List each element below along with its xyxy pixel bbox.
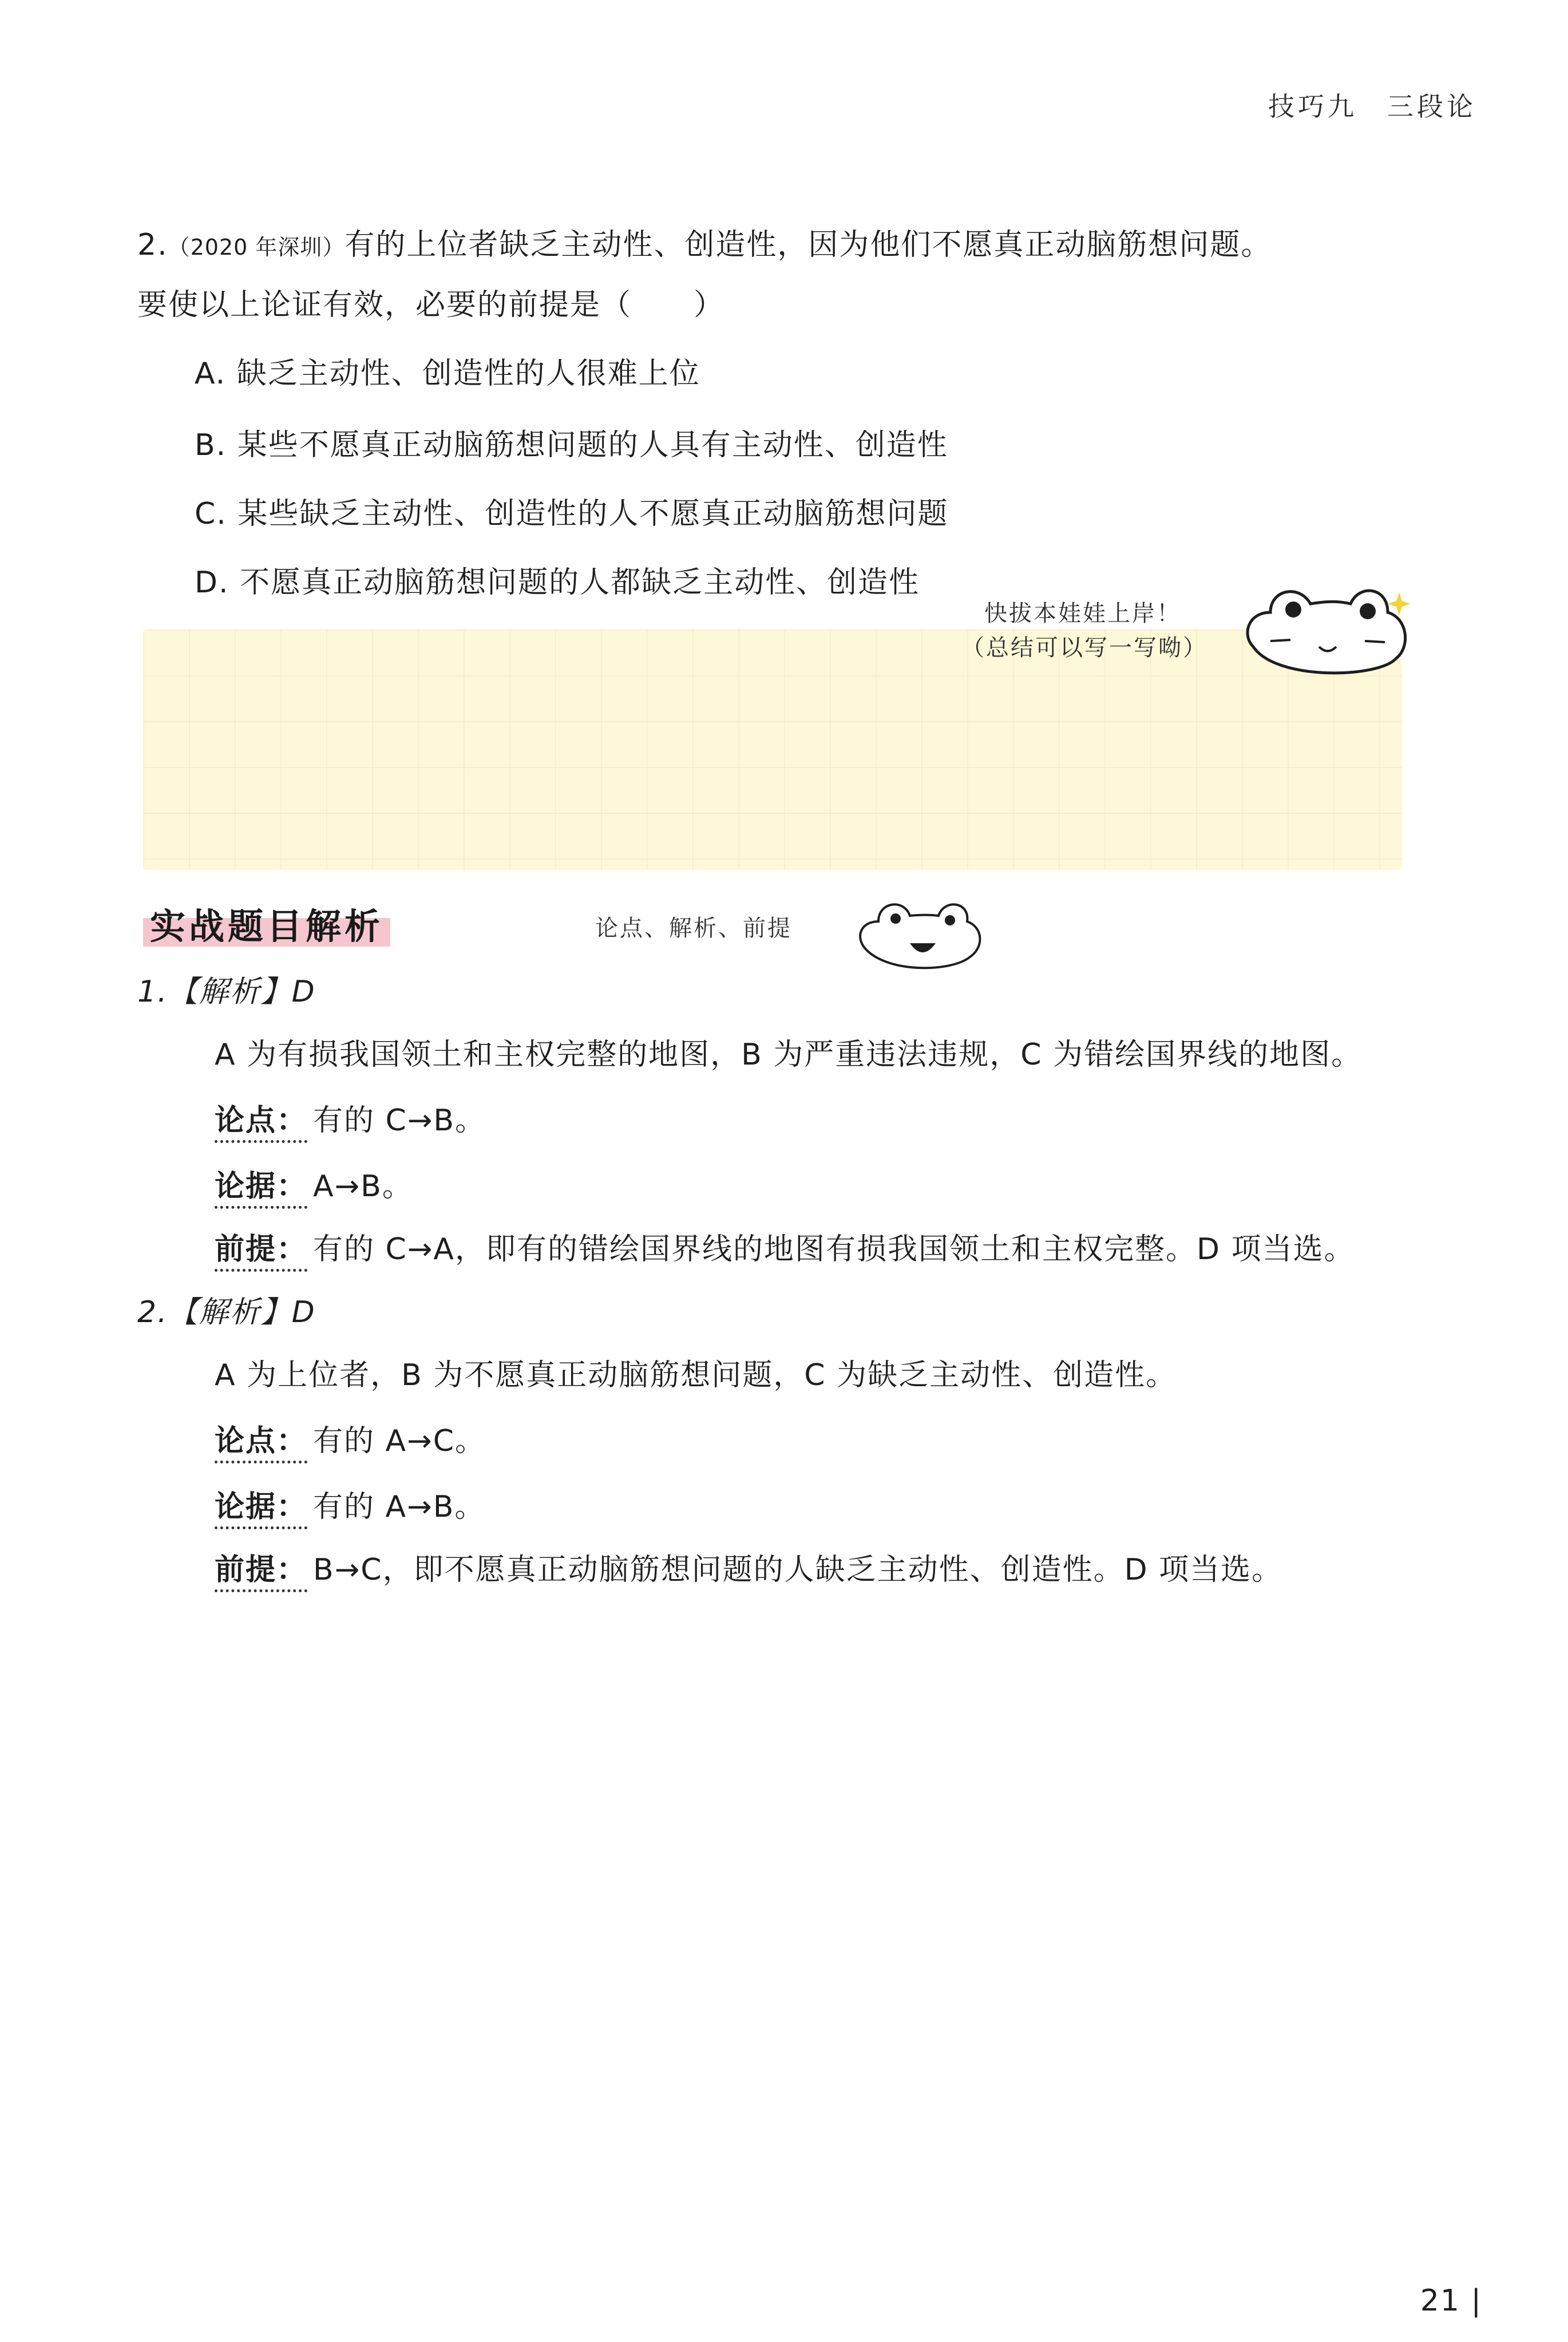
section-title: 实战题目解析: [143, 896, 390, 951]
premise-text: B→C，即不愿真正动脑筋想问题的人缺乏主动性、创造性。D 项当选。: [313, 1553, 1283, 1587]
chapter-header: 技巧九 三段论: [1268, 91, 1476, 122]
argument-text: 有的 C→B。: [313, 1103, 486, 1138]
section-subtitle: 论点、解析、前提: [595, 915, 792, 941]
answer-2-intro: A 为上位者，B 为不愿真正动脑筋想问题，C 为缺乏主动性、创造性。: [215, 1358, 1177, 1392]
question-stem: 有的上位者缺乏主动性、创造性，因为他们不愿真正动脑筋想问题。: [345, 228, 1272, 262]
premise-label: 前提：: [215, 1545, 307, 1592]
answer-1-evidence-row: [215, 1162, 413, 1209]
note-area: [143, 630, 1402, 870]
argument-text: 有的 A→C。: [313, 1424, 486, 1458]
note-text-line1: 快拔本娃娃上岸！: [984, 600, 1181, 627]
answer-2-evidence-row: [215, 1482, 485, 1529]
question-source: （2020 年深圳）: [168, 235, 345, 260]
answer-1-intro: A 为有损我国领土和主权完整的地图，B 为严重违法违规，C 为错绘国界线的地图。: [215, 1038, 1363, 1072]
answer-2-head: 2.【解析】D: [137, 1295, 316, 1330]
evidence-label: 论据：: [215, 1162, 307, 1209]
option-b: B. 某些不愿真正动脑筋想问题的人具有主动性、创造性: [195, 428, 948, 462]
argument-label: 论点：: [215, 1417, 307, 1463]
argument-label: 论点：: [215, 1096, 307, 1143]
question-prompt: 要使以上论证有效，必要的前提是（ ）: [137, 288, 725, 322]
frog-face-icon: [853, 893, 984, 979]
frog-doodle-icon: [1236, 578, 1413, 687]
option-c: C. 某些缺乏主动性、创造性的人不愿真正动脑筋想问题: [195, 497, 949, 531]
question-number: 2.: [137, 228, 168, 262]
question-stem-line: [137, 220, 1272, 263]
answer-1-head: 1.【解析】D: [137, 975, 316, 1009]
option-a: A. 缺乏主动性、创造性的人很难上位: [195, 357, 700, 391]
option-d: D. 不愿真正动脑筋想问题的人都缺乏主动性、创造性: [195, 565, 920, 600]
note-text-line2: （总结可以写一写呦）: [961, 635, 1207, 661]
evidence-text: 有的 A→B。: [313, 1490, 486, 1524]
answer-1-argument-row: [215, 1096, 486, 1143]
evidence-label: 论据：: [215, 1482, 307, 1529]
premise-text: 有的 C→A，即有的错绘国界线的地图有损我国领土和主权完整。D 项当选。: [313, 1232, 1355, 1267]
answer-1-premise-row: [215, 1225, 1355, 1272]
premise-label: 前提：: [215, 1225, 307, 1272]
answer-2-premise-row: [215, 1545, 1282, 1592]
answer-2-argument-row: [215, 1417, 486, 1463]
evidence-text: A→B。: [313, 1169, 413, 1204]
page-number: 21 |: [1420, 2284, 1482, 2318]
